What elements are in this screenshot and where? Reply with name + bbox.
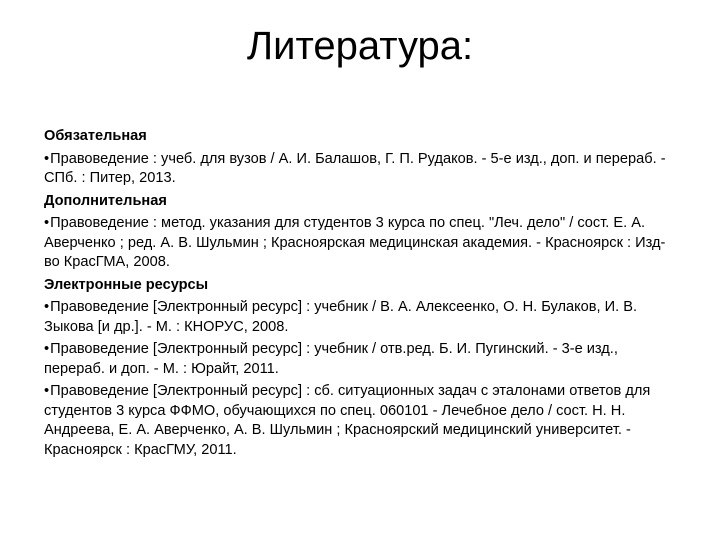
- reference-item: [44, 214, 680, 273]
- bullet-icon: •: [44, 215, 50, 231]
- reference-list: [44, 127, 680, 463]
- reference-text: Правоведение : учеб. для вузов / А. И. Балашов, Г. П. Рудаков. - 5-е изд., доп. и перераб. - СПб. : Питер, 2013.: [44, 150, 666, 186]
- reference-text: Правоведение [Электронный ресурс] : учебник / В. А. Алексеенко, О. Н. Булаков, И. В. Зыкова [и др.]. - М. : КНОРУС, 2008.: [44, 299, 638, 335]
- reference-text: Правоведение [Электронный ресурс] : сб. ситуационных задач с эталонами ответов для студентов 3 курса ФФМО, обучающихся по спец. 060101 - Лечебное дело / сост. Н. Н. Андреева, Е. А. Аверченко, А. В. Шульмин ; Красноярский медицинский университет. - Красноярск : КрасГМУ, 2011.: [44, 383, 651, 458]
- reference-text: Правоведение : метод. указания для студентов 3 курса по спец. "Леч. дело" / сост. Е. А. Аверченко ; ред. А. В. Шульмин ; Красноярская медицинская академия. - Красноярск : Изд-во КрасГМА, 2008.: [44, 215, 666, 270]
- reference-text: Правоведение [Электронный ресурс] : учебник / отв.ред. Б. И. Пугинский. - 3-е изд., перераб. и доп. - М. : Юрайт, 2011.: [44, 341, 618, 377]
- bullet-icon: •: [44, 383, 50, 399]
- bullet-icon: •: [44, 150, 50, 167]
- reference-item: [44, 150, 680, 189]
- bullet-icon: •: [44, 341, 50, 357]
- reference-item: [44, 382, 680, 460]
- slide-title: Литература:: [246, 24, 474, 68]
- bullet-icon: •: [44, 299, 50, 315]
- reference-item: [44, 298, 680, 337]
- section-heading-electronic: Электронные ресурсы: [44, 276, 209, 293]
- section-heading-additional: Дополнительная: [44, 192, 167, 209]
- reference-item: [44, 340, 680, 379]
- section-heading-required: Обязательная: [44, 128, 147, 144]
